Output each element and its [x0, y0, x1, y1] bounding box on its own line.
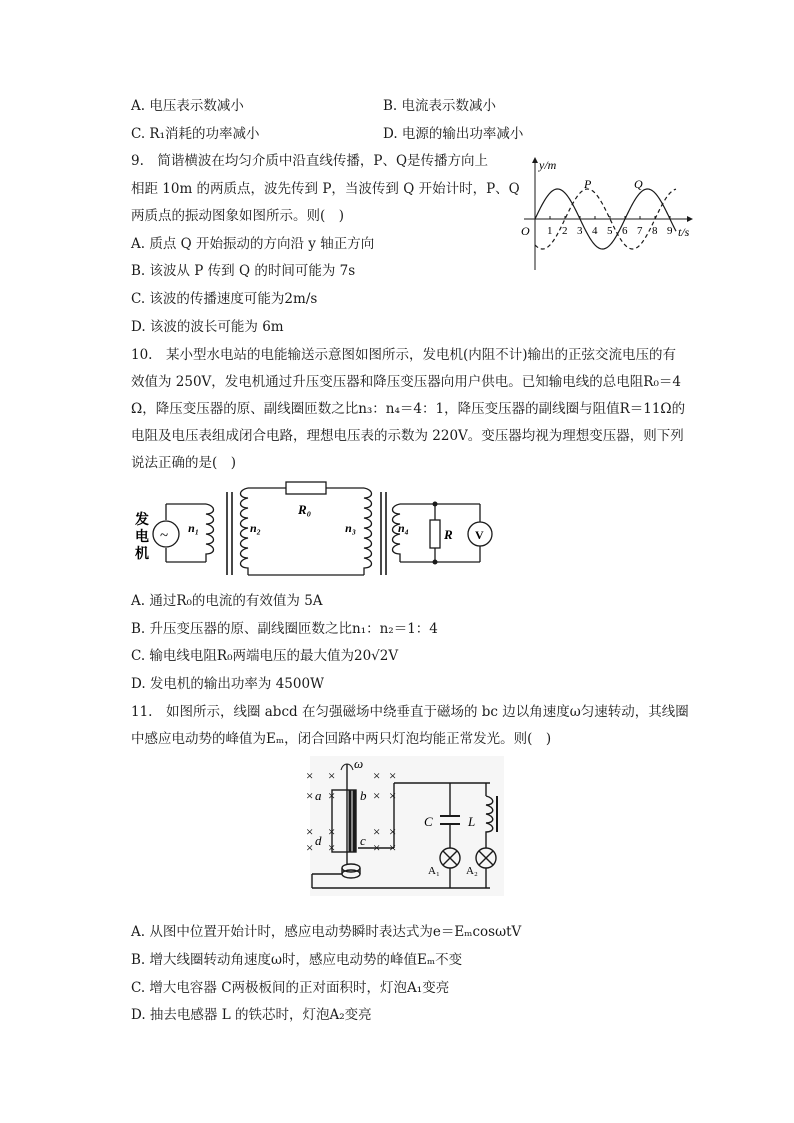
q11-coil-diagram	[306, 756, 504, 896]
magnetic-field-cross: ×	[328, 788, 336, 803]
magnetic-field-cross: ×	[306, 788, 314, 803]
q9-line-3: 两质点的振动图象如图所示。则( )	[131, 208, 345, 224]
magnetic-field-cross: ×	[328, 768, 336, 783]
magnetic-field-cross: ×	[328, 840, 336, 855]
q11-line-1: 11. 如图所示，线圈 abcd 在匀强磁场中绕垂直于磁场的 bc 边以角速度ω匀速转动，其线圈	[131, 704, 689, 720]
capacitor-label: C	[424, 814, 433, 829]
q8-option-a[interactable]: A. 电压表示数减小	[131, 98, 244, 114]
magnetic-field-cross: ×	[389, 824, 397, 839]
x-tick-label: 8	[652, 225, 658, 237]
y-axis-label: y/m	[539, 158, 557, 172]
q10-line-2: 效值为 250V，发电机通过升压变压器和降压变压器向用户供电。已知输电线的总电阻R₀＝4	[131, 374, 681, 390]
lamp-a1-label: A₁	[428, 865, 440, 877]
source-symbol: ~	[160, 528, 169, 544]
magnetic-field-cross: ×	[389, 788, 397, 803]
q9-option-a[interactable]: A. 质点 Q 开始振动的方向沿 y 轴正方向	[131, 236, 375, 252]
magnetic-field-cross: ×	[389, 840, 397, 855]
q10-option-b[interactable]: B. 升压变压器的原、副线圈匝数之比n₁：n₂＝1：4	[131, 621, 438, 637]
generator-label-1: 发	[135, 513, 149, 528]
q9-option-d[interactable]: D. 该波的波长可能为 6m	[131, 319, 284, 335]
q10-line-3: Ω，降压变压器的原、副线圈匝数之比n₃：n₄＝4：1，降压变压器的副线圈与阻值R＝11Ω的	[131, 401, 686, 417]
generator-label-3: 机	[135, 547, 149, 562]
n4-label: n₄	[398, 521, 409, 535]
x-tick-label: 6	[622, 225, 628, 237]
q9-option-c[interactable]: C. 该波的传播速度可能为2m/s	[131, 291, 318, 307]
x-axis-label: t/s	[678, 225, 690, 239]
magnetic-field-cross: ×	[373, 824, 381, 839]
magnetic-field-cross: ×	[328, 824, 336, 839]
q10-line-1: 10. 某小型水电站的电能输送示意图如图所示，发电机(内阻不计)输出的正弦交流电压的有	[131, 347, 677, 363]
coil-b-label: b	[360, 788, 367, 803]
inductor-label: L	[468, 814, 476, 829]
q9-option-b[interactable]: B. 该波从 P 传到 Q 的时间可能为 7s	[131, 263, 356, 279]
x-tick-label: 7	[637, 225, 643, 237]
coil-c-label: c	[360, 833, 366, 848]
lamp-a2-label: A₂	[466, 865, 478, 877]
r-label: R	[444, 527, 453, 542]
q9-stem	[0, 0, 520, 240]
q10-line-4: 电阻及电压表组成闭合电路，理想电压表的示数为 220V。变压器均视为理想变压器，则下列	[131, 428, 684, 444]
series-q-label: Q	[634, 177, 643, 191]
magnetic-field-cross: ×	[306, 824, 314, 839]
q11-option-d[interactable]: D. 抽去电感器 L 的铁芯时，灯泡A₂变亮	[131, 1007, 372, 1023]
magnetic-field-cross: ×	[373, 788, 381, 803]
x-tick-label: 1	[547, 225, 553, 237]
origin-label: O	[521, 224, 530, 238]
x-tick-label: 2	[562, 225, 568, 237]
series-p-label: P	[584, 177, 592, 191]
q11-option-b[interactable]: B. 增大线圈转动角速度ω时，感应电动势的峰值Eₘ不变	[131, 952, 463, 968]
q8-option-d[interactable]: D. 电源的输出功率减小	[383, 126, 524, 142]
magnetic-field-cross: ×	[306, 768, 314, 783]
x-tick-label: 5	[607, 225, 613, 237]
q8-option-b[interactable]: B. 电流表示数减小	[383, 98, 497, 114]
q11-option-c[interactable]: C. 增大电容器 C两极板间的正对面积时，灯泡A₁变亮	[131, 980, 450, 996]
q10-line-5: 说法正确的是( )	[131, 455, 237, 471]
q8-option-c[interactable]: C. R₁消耗的功率减小	[131, 126, 260, 142]
magnetic-field-cross: ×	[373, 840, 381, 855]
n2-label: n₂	[250, 521, 261, 535]
voltmeter-label: V	[475, 528, 484, 542]
coil-d-label: d	[315, 833, 322, 848]
q10-option-c[interactable]: C. 输电线电阻R₀两端电压的最大值为20√2V	[131, 648, 399, 664]
q10-option-d[interactable]: D. 发电机的输出功率为 4500W	[131, 676, 324, 692]
q9-line-1: 9. 简谐横波在均匀介质中沿直线传播，P、Q是传播方向上	[131, 153, 489, 169]
q9-line-2: 相距 10m 的两质点，波先传到 P，当波传到 Q 开始计时，P、Q	[131, 181, 520, 197]
omega-label: ω	[354, 756, 364, 771]
q10-option-a[interactable]: A. 通过R₀的电流的有效值为 5A	[131, 593, 323, 609]
q11-option-a[interactable]: A. 从图中位置开始计时，感应电动势瞬时表达式为e＝EₘcosωtV	[131, 924, 522, 940]
q11-line-2: 中感应电动势的峰值为Eₘ，闭合回路中两只灯泡均能正常发光。则( )	[131, 731, 552, 747]
magnetic-field-cross: ×	[306, 840, 314, 855]
r0-label: R₀	[298, 502, 312, 517]
q10-circuit-diagram	[128, 478, 500, 582]
magnetic-field-cross: ×	[373, 768, 381, 783]
n1-label: n₁	[188, 521, 199, 535]
x-tick-label: 9	[667, 225, 673, 237]
q9-vibration-chart	[510, 152, 700, 274]
x-tick-label: 4	[592, 225, 598, 237]
coil-a-label: a	[315, 788, 322, 803]
x-tick-label: 3	[577, 225, 583, 237]
generator-label-2: 电	[135, 530, 149, 545]
r-resistor	[430, 520, 440, 548]
n3-label: n₃	[345, 521, 356, 535]
r0-resistor	[286, 482, 326, 494]
magnetic-field-cross: ×	[389, 768, 397, 783]
